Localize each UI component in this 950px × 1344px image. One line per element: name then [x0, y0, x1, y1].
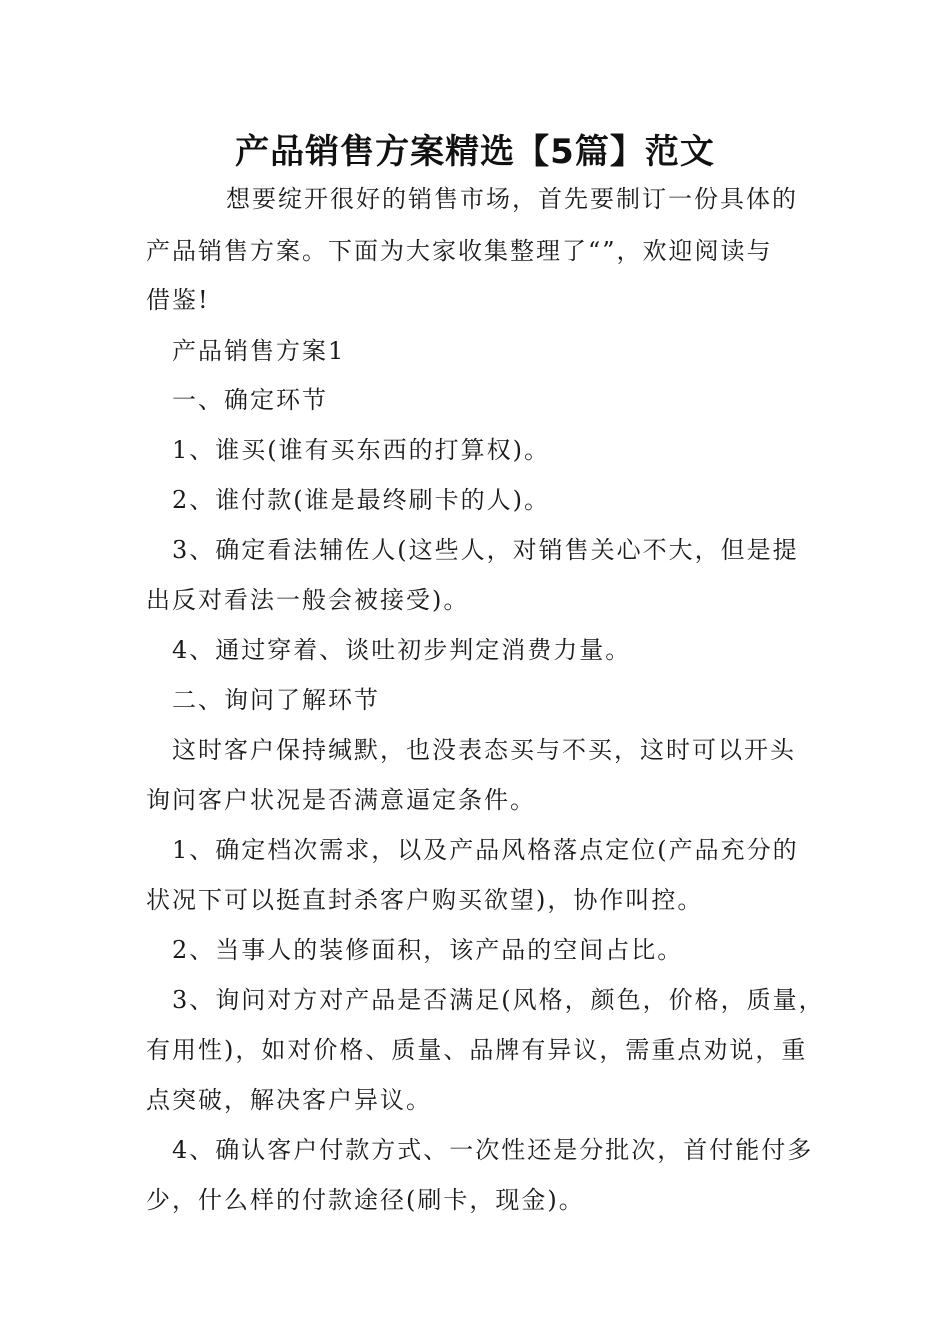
list-item-1-2: 2、谁付款(谁是最终刷卡的人)。 [172, 486, 550, 514]
list-item-2-4-cont: 少，什么样的付款途径(刷卡，现金)。 [146, 1186, 585, 1214]
list-item-2-4: 4、确认客户付款方式、一次性还是分批次，首付能付多 [172, 1136, 814, 1164]
paragraph-line-1: 这时客户保持缄默，也没表态买与不买，这时可以开头 [172, 736, 796, 764]
list-item-1-4: 4、通过穿着、谈吐初步判定消费力量。 [172, 636, 632, 664]
list-item-1-3: 3、确定看法辅佐人(这些人，对销售关心不大，但是提 [172, 536, 799, 564]
document-title: 产品销售方案精选【5篇】范文 [235, 132, 715, 172]
list-item-1-1: 1、谁买(谁有买东西的打算权)。 [172, 436, 550, 464]
list-item-2-2: 2、当事人的装修面积，该产品的空间占比。 [172, 936, 684, 964]
list-item-2-3-cont-1: 有用性)，如对价格、质量、品牌有异议，需重点劝说，重 [146, 1036, 808, 1064]
section-heading: 产品销售方案1 [172, 337, 346, 365]
paragraph-line-2: 询问客户状况是否满意逼定条件。 [146, 786, 536, 814]
list-item-2-1-cont: 状况下可以挺直封杀客户购买欲望)，协作叫控。 [146, 886, 704, 914]
list-item-2-1: 1、确定档次需求，以及产品风格落点定位(产品充分的 [172, 836, 799, 864]
subsection-heading-2: 二、询问了解环节 [172, 686, 380, 714]
list-item-1-3-cont: 出反对看法一般会被接受)。 [146, 586, 470, 614]
intro-line-2: 产品销售方案。下面为大家收集整理了“”，欢迎阅读与 [146, 237, 773, 265]
intro-line-1: 想要绽开很好的销售市场，首先要制订一份具体的 [226, 185, 798, 213]
list-item-2-3: 3、询问对方对产品是否满足(风格，颜色，价格，质量， [172, 986, 825, 1014]
subsection-heading-1: 一、确定环节 [172, 386, 328, 414]
intro-line-3: 借鉴! [146, 286, 210, 314]
list-item-2-3-cont-2: 点突破，解决客户异议。 [146, 1086, 432, 1114]
